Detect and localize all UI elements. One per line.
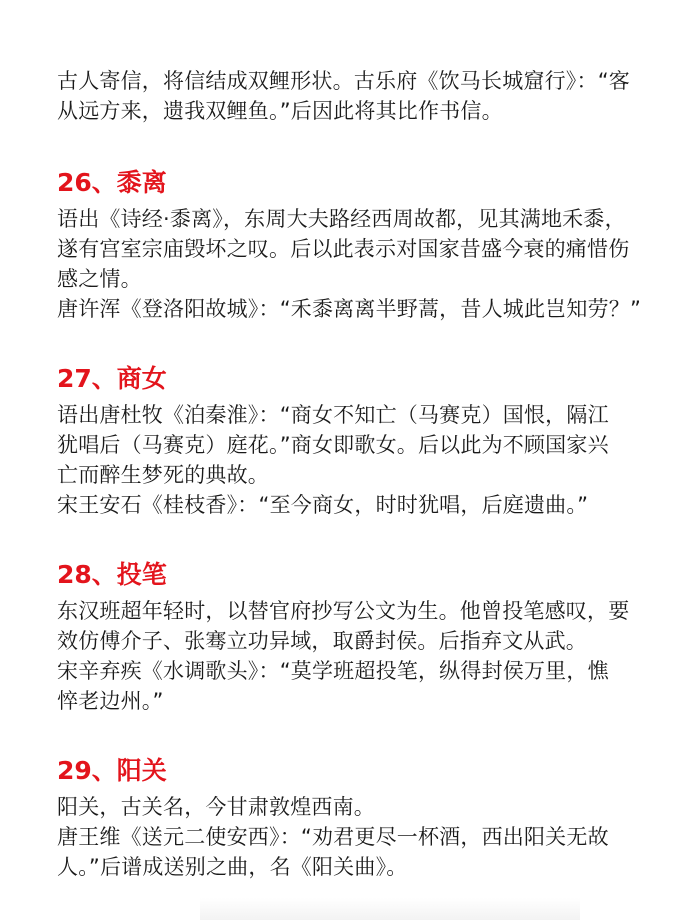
text-line: 人。”后谱成送别之曲，名《阳关曲》。 [57,855,408,879]
section-heading: 27、商女 [57,364,167,393]
text-line: 犹唱后（马赛克）庭花。”商女即歌女。后以此为不顾国家兴 [57,433,609,457]
section-heading: 26、黍离 [57,168,167,197]
section-29 [57,756,642,882]
text-line: 语出唐杜牧《泊秦淮》：“商女不知亡（马赛克）国恨，隔江 [57,403,609,427]
text-line: 语出《诗经·黍离》，东周大夫路经西周故都，见其满地禾黍， [57,207,626,231]
text-line: 东汉班超年轻时，以替官府抄写公文为生。他曾投笔感叹，要 [57,599,630,623]
section-26 [57,168,642,324]
text-line: 悴老边州。” [57,689,164,713]
text-line: 宋王安石《桂枝香》：“至今商女，时时犹唱，后庭遗曲。” [57,493,589,517]
text-line: 宋辛弃疾《水调歌头》：“莫学班超投笔，纵得封侯万里，憔 [57,659,609,683]
bottom-shadow [200,898,580,920]
text-line: 从远方来，遗我双鲤鱼。”后因此将其比作书信。 [57,99,503,123]
text-line: 古人寄信，将信结成双鲤形状。古乐府《饮马长城窟行》：“客 [57,69,630,93]
section-28 [57,560,642,716]
text-line: 遂有宫室宗庙毁坏之叹。后以此表示对国家昔盛今衰的痛惜伤 [57,237,630,261]
section-heading: 29、阳关 [57,756,167,785]
section-27 [57,364,642,520]
section-heading: 28、投笔 [57,560,167,589]
intro-paragraph [57,66,642,126]
text-line: 感之情。 [57,267,142,291]
text-line: 唐许浑《登洛阳故城》：“禾黍离离半野蒿，昔人城此岂知劳？” [57,297,642,321]
text-line: 效仿傅介子、张骞立功异域，取爵封侯。后指弃文从武。 [57,629,587,653]
text-line: 亡而醉生梦死的典故。 [57,463,269,487]
text-line: 阳关，古关名，今甘肃敦煌西南。 [57,795,375,819]
text-line: 唐王维《送元二使安西》：“劝君更尽一杯酒，西出阳关无故 [57,825,609,849]
